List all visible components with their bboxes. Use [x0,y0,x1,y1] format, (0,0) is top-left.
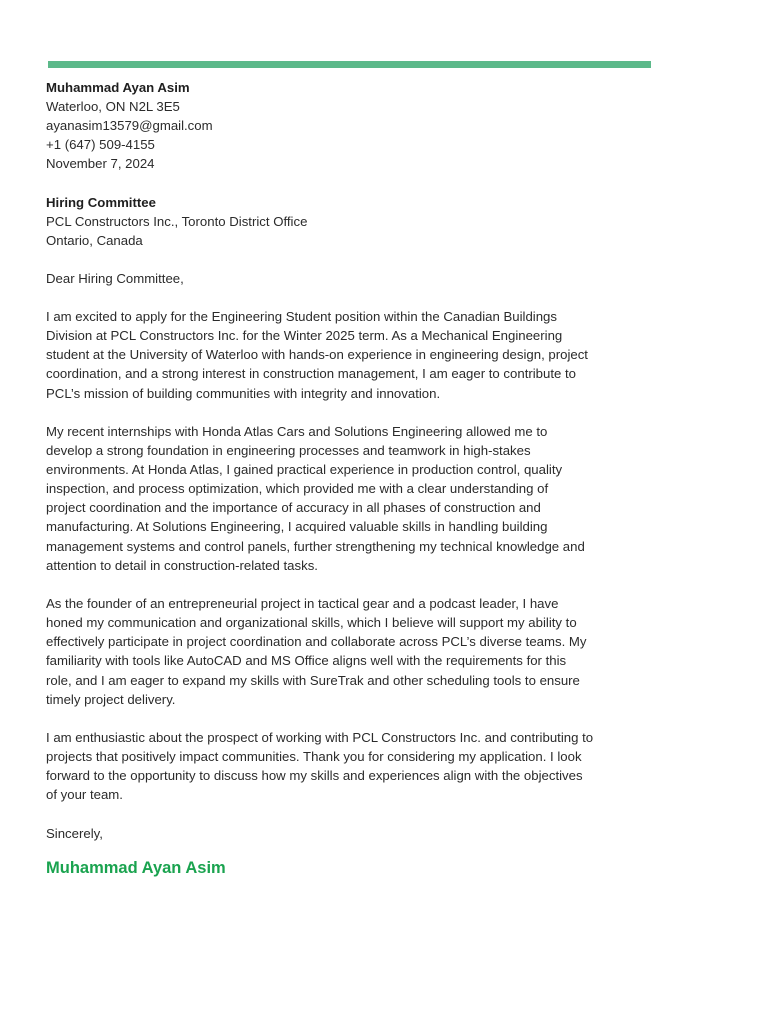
recipient-company: PCL Constructors Inc., Toronto District Office [46,213,308,229]
signature: Muhammad Ayan Asim [46,858,226,877]
body-paragraph-1 [46,307,636,402]
letter-date: November 7, 2024 [46,156,155,172]
header-accent-bar [48,61,651,68]
recipient-location: Ontario, Canada [46,232,143,248]
body-line: develop a strong foundation in engineering processes and teamwork in high-stakes [46,443,531,459]
recipient-block [46,193,636,250]
body-line: My recent internships with Honda Atlas Cars and Solutions Engineering allowed me to [46,423,548,439]
body-line: manufacturing. At Solutions Engineering, I acquired valuable skills in handling building [46,519,548,535]
closing: Sincerely, [46,825,103,841]
salutation: Dear Hiring Committee, [46,270,184,286]
cover-letter [46,78,636,878]
body-paragraph-4 [46,728,636,804]
body-line: project coordination and the importance of accuracy in all phases of construction and [46,500,541,516]
body-paragraph-2 [46,422,636,575]
body-paragraph-3 [46,594,636,709]
body-line: coordination, and a strong interest in construction management, I am eager to contribute to [46,366,577,382]
body-line: Division at PCL Constructors Inc. for the Winter 2025 term. As a Mechanical Engineering [46,328,563,344]
sender-email: ayanasim13579@gmail.com [46,118,213,134]
sender-name: Muhammad Ayan Asim [46,80,190,95]
body-line: student at the University of Waterloo with hands-on experience in engineering design, project [46,347,588,363]
body-line: inspection, and process optimization, which provided me with a clear understanding of [46,481,549,497]
body-line: of your team. [46,787,123,803]
body-line: projects that positively impact communities. Thank you for considering my application. I look [46,749,582,765]
body-line: honed my communication and organizational skills, which I believe will support my ability to [46,615,577,631]
body-line: familiarity with tools like AutoCAD and MS Office aligns well with the requirements for this [46,653,567,669]
body-line: environments. At Honda Atlas, I gained practical experience in production control, quality [46,462,563,478]
body-line: role, and I am eager to expand my skills with SureTrak and other scheduling tools to ensure [46,672,580,688]
body-line: I am enthusiastic about the prospect of working with PCL Constructors Inc. and contributing to [46,730,594,746]
body-line: effectively participate in project coordination and collaborate across PCL’s diverse teams. My [46,634,587,650]
body-line: PCL’s mission of building communities with integrity and innovation. [46,385,441,401]
body-line: I am excited to apply for the Engineering Student position within the Canadian Buildings [46,309,557,325]
sender-address: Waterloo, ON N2L 3E5 [46,99,180,115]
sender-phone: +1 (647) 509-4155 [46,137,155,153]
body-line: As the founder of an entrepreneurial project in tactical gear and a podcast leader, I have [46,596,559,612]
sender-block [46,78,636,173]
body-line: management systems and control panels, further strengthening my technical knowledge and [46,538,585,554]
body-line: forward to the opportunity to discuss how my skills and experiences align with the objectives [46,768,583,784]
body-line: timely project delivery. [46,691,176,707]
recipient-name: Hiring Committee [46,194,156,210]
body-line: attention to detail in construction-related tasks. [46,557,318,573]
